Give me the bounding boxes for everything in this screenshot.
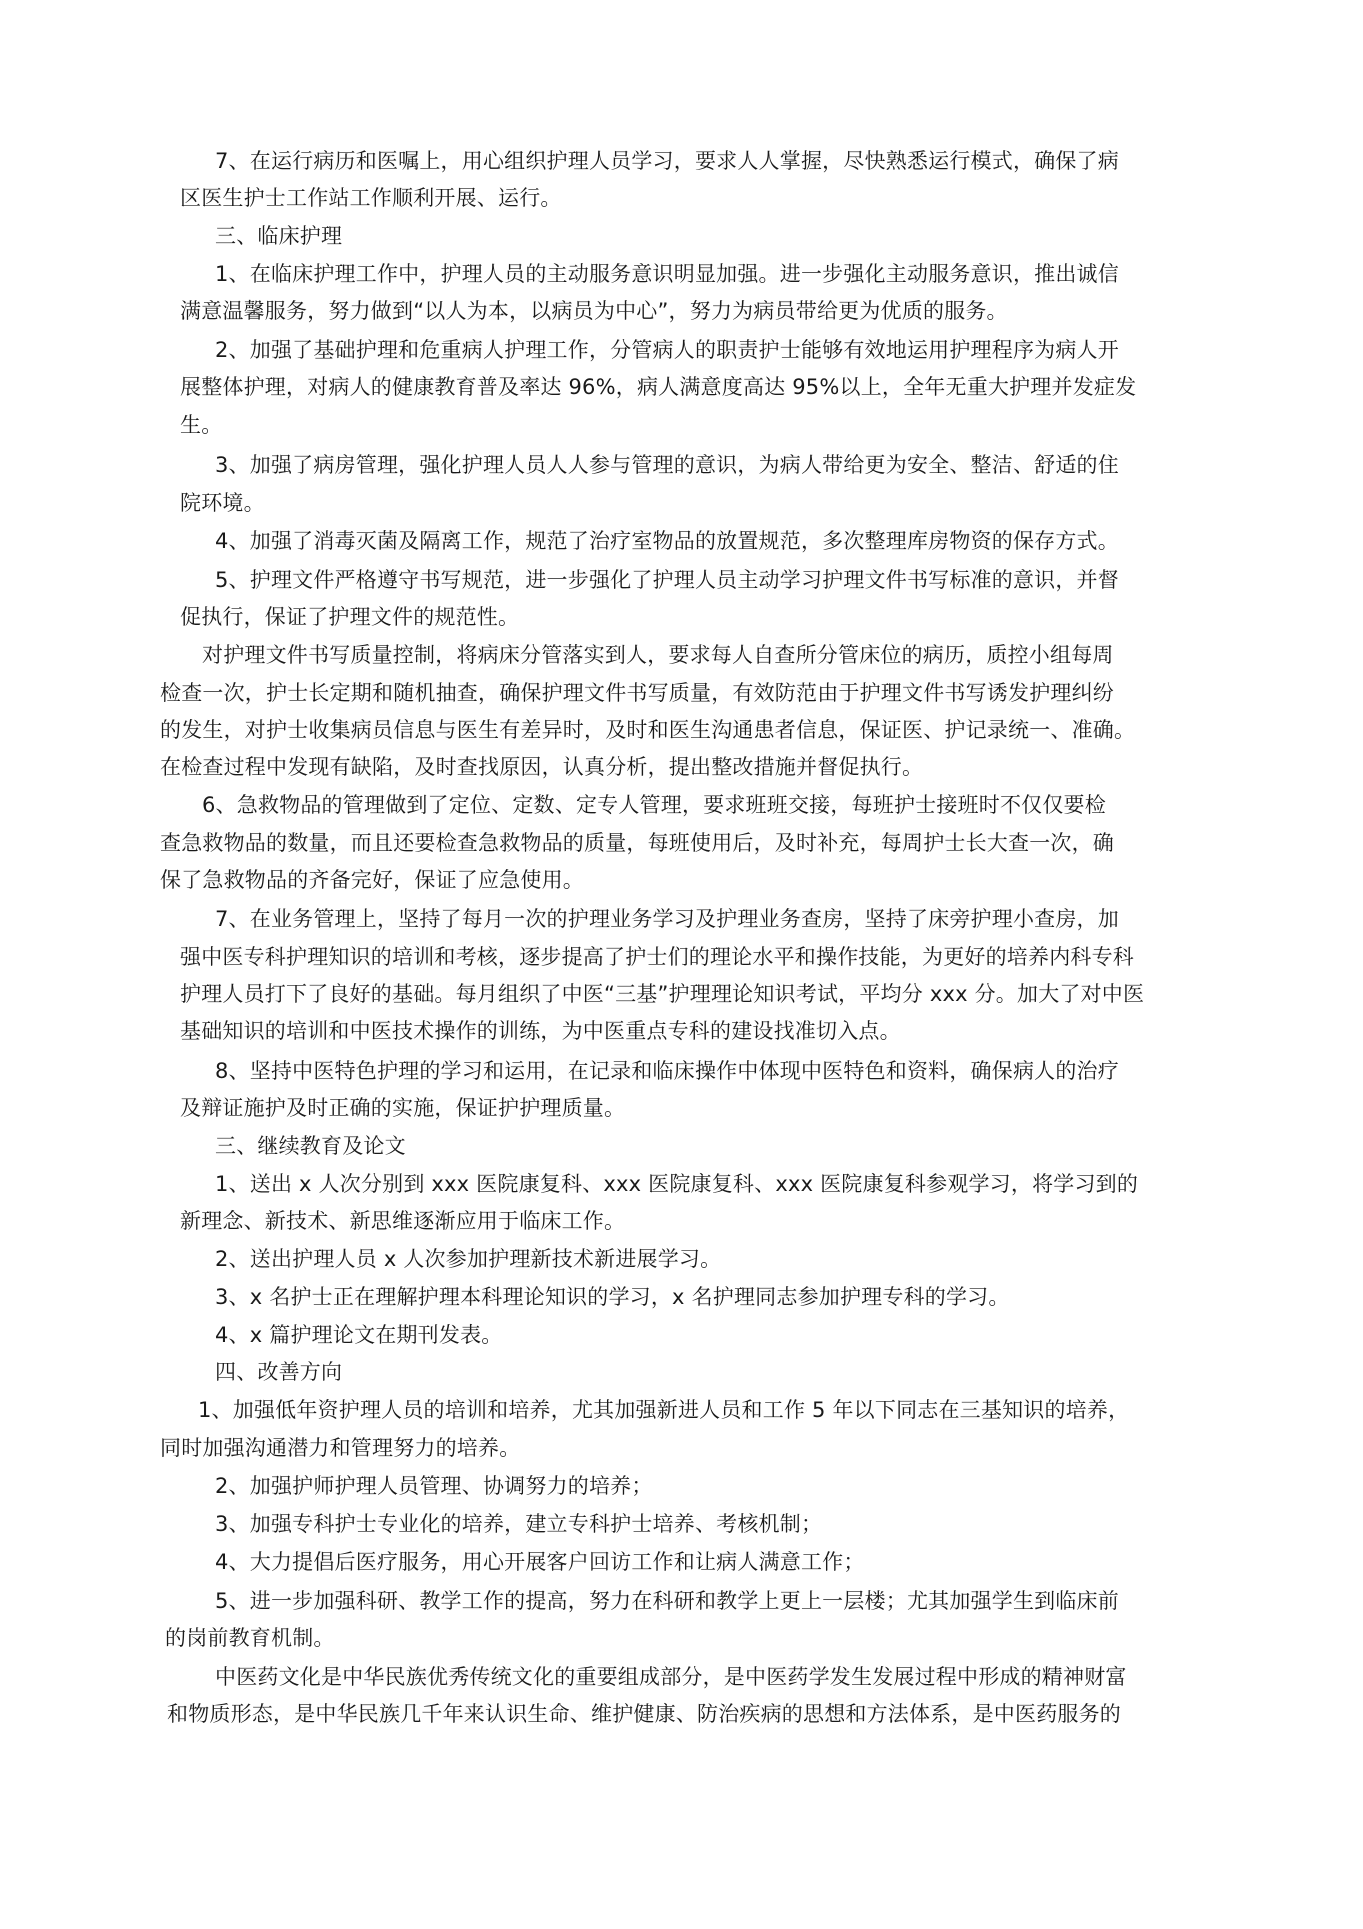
text-line: 5、护理文件严格遵守书写规范，进一步强化了护理人员主动学习护理文件书写标准的意识，并督 <box>215 568 1119 592</box>
text-line: 生。 <box>180 413 223 437</box>
text-line: 3、x 名护士正在理解护理本科理论知识的学习，x 名护理同志参加护理专科的学习。 <box>215 1285 1010 1309</box>
text-line: 2、送出护理人员 x 人次参加护理新技术新进展学习。 <box>215 1247 722 1271</box>
text-line: 的发生，对护士收集病员信息与医生有差异时，及时和医生沟通患者信息，保证医、护记录统一、准确。 <box>160 718 1136 742</box>
text-line: 查急救物品的数量，而且还要检查急救物品的质量，每班使用后，及时补充，每周护士长大查一次，确 <box>160 831 1114 855</box>
text-line: 6、急救物品的管理做到了定位、定数、定专人管理，要求班班交接，每班护士接班时不仅仅要检 <box>202 793 1106 817</box>
text-line: 的岗前教育机制。 <box>165 1626 335 1650</box>
text-line: 对护理文件书写质量控制，将病床分管落实到人，要求每人自查所分管床位的病历，质控小组每周 <box>202 643 1114 667</box>
text-line: 强中医专科护理知识的培训和考核，逐步提高了护士们的理论水平和操作技能，为更好的培养内科专科 <box>180 945 1134 969</box>
text-line: 1、送出 x 人次分别到 xxx 医院康复科、xxx 医院康复科、xxx 医院康复科参观学习，将学习到的 <box>215 1172 1139 1196</box>
text-line: 2、加强了基础护理和危重病人护理工作，分管病人的职责护士能够有效地运用护理程序为病人开 <box>215 338 1119 362</box>
text-line: 1、加强低年资护理人员的培训和培养，尤其加强新进人员和工作 5 年以下同志在三基知识的培养， <box>198 1398 1130 1422</box>
text-line: 在检查过程中发现有缺陷，及时查找原因，认真分析，提出整改措施并督促执行。 <box>160 755 924 779</box>
text-line: 院环境。 <box>180 491 265 515</box>
text-line: 2、加强护师护理人员管理、协调努力的培养； <box>215 1474 653 1498</box>
text-line: 3、加强了病房管理，强化护理人员人人参与管理的意识，为病人带给更为安全、整洁、舒适的住 <box>215 453 1119 477</box>
text-line: 7、在业务管理上，坚持了每月一次的护理业务学习及护理业务查房，坚持了床旁护理小查房，加 <box>215 907 1119 931</box>
text-line: 及辩证施护及时正确的实施，保证护护理质量。 <box>180 1096 626 1120</box>
text-line: 4、大力提倡后医疗服务，用心开展客户回访工作和让病人满意工作； <box>215 1550 865 1574</box>
text-line: 1、在临床护理工作中，护理人员的主动服务意识明显加强。进一步强化主动服务意识，推出诚信 <box>215 262 1119 286</box>
text-line: 7、在运行病历和医嘱上，用心组织护理人员学习，要求人人掌握，尽快熟悉运行模式，确保了病 <box>215 149 1119 173</box>
text-line: 促执行，保证了护理文件的规范性。 <box>180 605 520 629</box>
text-line: 4、x 篇护理论文在期刊发表。 <box>215 1323 503 1347</box>
text-line: 检查一次，护士长定期和随机抽查，确保护理文件书写质量，有效防范由于护理文件书写诱发护理纠纷 <box>160 681 1114 705</box>
text-line: 同时加强沟通潜力和管理努力的培养。 <box>160 1436 521 1460</box>
text-line: 新理念、新技术、新思维逐渐应用于临床工作。 <box>180 1209 626 1233</box>
text-line: 保了急救物品的齐备完好，保证了应急使用。 <box>160 868 584 892</box>
text-line: 满意温馨服务，努力做到“以人为本，以病员为中心”，努力为病员带给更为优质的服务。 <box>180 299 1008 323</box>
text-line: 区医生护士工作站工作顺利开展、运行。 <box>180 186 562 210</box>
section-heading: 四、改善方向 <box>215 1360 343 1384</box>
text-line: 中医药文化是中华民族优秀传统文化的重要组成部分，是中医药学发生发展过程中形成的精神财富 <box>215 1665 1127 1689</box>
text-line: 护理人员打下了良好的基础。每月组织了中医“三基”护理理论知识考试，平均分 xxx 分。加大了对中医 <box>180 982 1145 1006</box>
text-line: 5、进一步加强科研、教学工作的提高，努力在科研和教学上更上一层楼；尤其加强学生到临床前 <box>215 1589 1119 1613</box>
section-heading: 三、临床护理 <box>215 224 343 248</box>
text-line: 和物质形态，是中华民族几千年来认识生命、维护健康、防治疾病的思想和方法体系，是中医药服务的 <box>167 1702 1121 1726</box>
text-line: 3、加强专科护士专业化的培养，建立专科护士培养、考核机制； <box>215 1512 823 1536</box>
text-line: 基础知识的培训和中医技术操作的训练，为中医重点专科的建设找准切入点。 <box>180 1019 901 1043</box>
text-line: 4、加强了消毒灭菌及隔离工作，规范了治疗室物品的放置规范，多次整理库房物资的保存方式。 <box>215 529 1119 553</box>
text-line: 8、坚持中医特色护理的学习和运用，在记录和临床操作中体现中医特色和资料，确保病人的治疗 <box>215 1059 1119 1083</box>
section-heading: 三、继续教育及论文 <box>215 1134 406 1158</box>
text-line: 展整体护理，对病人的健康教育普及率达 96%，病人满意度高达 95%以上，全年无重大护理并发症发 <box>180 375 1137 399</box>
